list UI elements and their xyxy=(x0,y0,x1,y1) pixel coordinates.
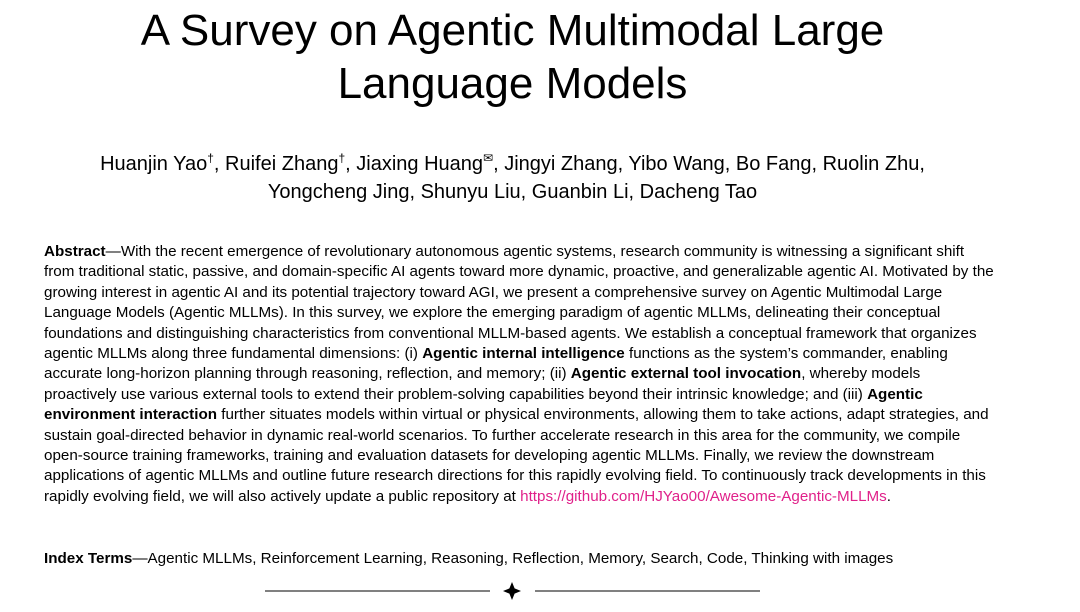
author: Shunyu Liu, xyxy=(420,181,532,203)
index-terms-label: Index Terms xyxy=(44,550,133,567)
author-list xyxy=(40,150,985,206)
author: Yibo Wang, xyxy=(628,153,736,175)
abstract-dash: — xyxy=(105,243,121,260)
title-line-2: Language Models xyxy=(337,59,688,108)
abstract-text: functions as the system’s commander, enabling accurate long-horizon planning through reasoning, reflection, and memory; (ii) xyxy=(44,345,948,383)
author: Bo Fang, xyxy=(735,153,823,175)
abstract-keyword: Agentic external tool invocation xyxy=(570,365,802,383)
abstract-keyword: Agentic environment interaction xyxy=(44,385,923,424)
abstract-text: , whereby models proactively use various external tools to extend their problem-solving capabilities beyond their intrinsic knowledge; and (iii) xyxy=(44,365,921,403)
index-terms xyxy=(44,549,996,569)
repository-link[interactable]: https://github.com/HJYao00/Awesome-Agentic-MLLMs xyxy=(520,487,887,505)
paper-title xyxy=(40,4,985,110)
title-line-1: A Survey on Agentic Multimodal Large xyxy=(140,6,885,55)
index-terms-dash: — xyxy=(132,550,148,567)
section-divider xyxy=(0,581,1080,601)
abstract-text: further situates models within virtual or physical environments, allowing them to take actions, adapt strategies, and sustain goal-directed behavior in dynamic real-world scenarios. To further accelerate research in this area for the community, we compile open-source training frameworks, training and evaluation datasets for developing agentic MLLMs. Finally, we review the downstream applications of agentic MLLMs and outline future research directions for this rapidly evolving field. To continuously track developments in this rapidly evolving field, we will also actively update a public repository at xyxy=(44,406,989,505)
abstract xyxy=(44,242,996,507)
author: Jiaxing Huang✉, xyxy=(356,151,505,175)
author: Guanbin Li, xyxy=(531,181,640,203)
author: Ruolin Zhu, xyxy=(822,153,925,175)
equal-contribution-mark: † xyxy=(338,151,346,165)
abstract-label: Abstract xyxy=(44,243,106,260)
abstract-text: . xyxy=(886,487,891,505)
author: Yongcheng Jing, xyxy=(267,181,421,203)
index-terms-text: Agentic MLLMs, Reinforcement Learning, Reasoning, Reflection, Memory, Search, Code, Thinking with images xyxy=(147,550,894,567)
author: Jingyi Zhang, xyxy=(504,153,629,175)
equal-contribution-mark: † xyxy=(207,151,214,165)
abstract-text: With the recent emergence of revolutionary autonomous agentic systems, research community is witnessing a significant shift from traditional static, passive, and domain-specific AI agents toward more dynamic, proactive, and generalizable agentic AI. Motivated by the growing interest in agentic AI and its potential trajectory toward AGI, we present a comprehensive survey on Agentic Multimodal Large Language Models (Agentic MLLMs). In this survey, we explore the emerging paradigm of agentic MLLMs, delineating their conceptual foundations and distinguishing characteristics from conventional MLLM-based agents. We establish a conceptual framework that organizes agentic MLLMs along three fundamental dimensions: (i) xyxy=(44,243,994,363)
corresponding-author-envelope-icon: ✉ xyxy=(483,151,494,165)
divider-star-icon xyxy=(503,582,521,600)
author: Huanjin Yao†, xyxy=(100,151,226,175)
author: Dacheng Tao xyxy=(639,181,758,203)
author: Ruifei Zhang†, xyxy=(225,151,357,175)
abstract-keyword: Agentic internal intelligence xyxy=(422,345,625,363)
